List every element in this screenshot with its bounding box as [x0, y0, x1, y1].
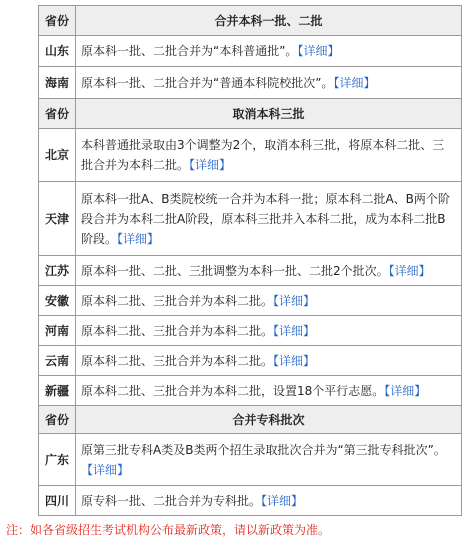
province-cell: 安徽: [39, 286, 76, 316]
policy-cell: [76, 486, 462, 516]
table-row: [39, 346, 462, 376]
province-cell: 河南: [39, 316, 76, 346]
detail-link[interactable]: 【详细】: [297, 44, 340, 58]
table-row: [39, 316, 462, 346]
policy-text: 原第三批专科A类及B类两个招生录取批次合并为“第三批专科批次”。: [81, 442, 446, 457]
table-row: [39, 256, 462, 286]
province-cell: 天津: [39, 182, 76, 256]
province-cell: 江苏: [39, 256, 76, 286]
policy-text: 原本科一批、二批、三批调整为本科一批、二批2个批次。: [81, 263, 389, 278]
policy-text: 原本科二批、三批合并为本科二批。: [81, 353, 274, 368]
detail-link[interactable]: 【详细】: [384, 383, 427, 398]
policy-text: 原专科一批、二批合并为专科批。: [81, 493, 262, 508]
policy-cell: [76, 346, 462, 376]
detail-link[interactable]: 【详细】: [273, 323, 316, 338]
province-column-header: 省份: [39, 99, 76, 129]
policy-cell: [76, 67, 462, 99]
table-row: [39, 67, 462, 99]
policy-table: [38, 5, 462, 516]
table-row: [39, 129, 462, 182]
policy-cell: [76, 316, 462, 346]
detail-link[interactable]: 【详细】: [261, 493, 304, 508]
province-cell: 广东: [39, 434, 76, 486]
footnote: 注：如各省级招生考试机构公布最新政策，请以新政策为准。: [6, 523, 331, 537]
table-row: [39, 376, 462, 406]
policy-text: 本科普通批录取由3个调整为2个，取消本科三批，将原本科二批、三批合并为本科二批。: [81, 138, 445, 172]
province-cell: 北京: [39, 129, 76, 182]
table-row: [39, 286, 462, 316]
policy-cell: [76, 256, 462, 286]
province-cell: 山东: [39, 36, 76, 67]
policy-text: 原本科一批A、B类院校统一合并为本科一批；原本科二批A、B两个阶段合并为本科二批A阶段，原本科三批并入本科二批，成为本科二批B阶段。: [81, 191, 450, 246]
policy-cell: [76, 286, 462, 316]
section-header-row: [39, 99, 462, 129]
detail-link[interactable]: 【详细】: [117, 231, 160, 246]
section-heading: 合并专科批次: [76, 406, 462, 434]
table-row: [39, 36, 462, 67]
province-column-header: 省份: [39, 406, 76, 434]
province-cell: 四川: [39, 486, 76, 516]
table-row: [39, 434, 462, 486]
table-row: [39, 182, 462, 256]
policy-text: 原本科二批、三批合并为本科二批。: [81, 293, 274, 308]
policy-cell: [76, 129, 462, 182]
detail-link[interactable]: 【详细】: [388, 263, 431, 278]
section-heading: 取消本科三批: [76, 99, 462, 129]
section-header-row: [39, 6, 462, 36]
policy-text: 原本科二批、三批合并为本科二批，设置18个平行志愿。: [81, 383, 385, 398]
policy-cell: [76, 434, 462, 486]
detail-link[interactable]: 【详细】: [273, 353, 316, 368]
table-row: [39, 486, 462, 516]
detail-link[interactable]: 【详细】: [81, 462, 130, 477]
policy-text: 原本科一批、二批合并为“本科普通批”。: [81, 44, 298, 58]
province-cell: 新疆: [39, 376, 76, 406]
province-cell: 云南: [39, 346, 76, 376]
policy-cell: [76, 36, 462, 67]
province-column-header: 省份: [39, 6, 76, 36]
province-cell: 海南: [39, 67, 76, 99]
detail-link[interactable]: 【详细】: [273, 293, 316, 308]
policy-cell: [76, 376, 462, 406]
detail-link[interactable]: 【详细】: [333, 75, 376, 90]
section-header-row: [39, 406, 462, 434]
detail-link[interactable]: 【详细】: [189, 158, 232, 172]
policy-text: 原本科二批、三批合并为本科二批。: [81, 323, 274, 338]
policy-text: 原本科一批、二批合并为“普通本科院校批次”。: [81, 75, 334, 90]
policy-cell: [76, 182, 462, 256]
section-heading: 合并本科一批、二批: [76, 6, 462, 36]
